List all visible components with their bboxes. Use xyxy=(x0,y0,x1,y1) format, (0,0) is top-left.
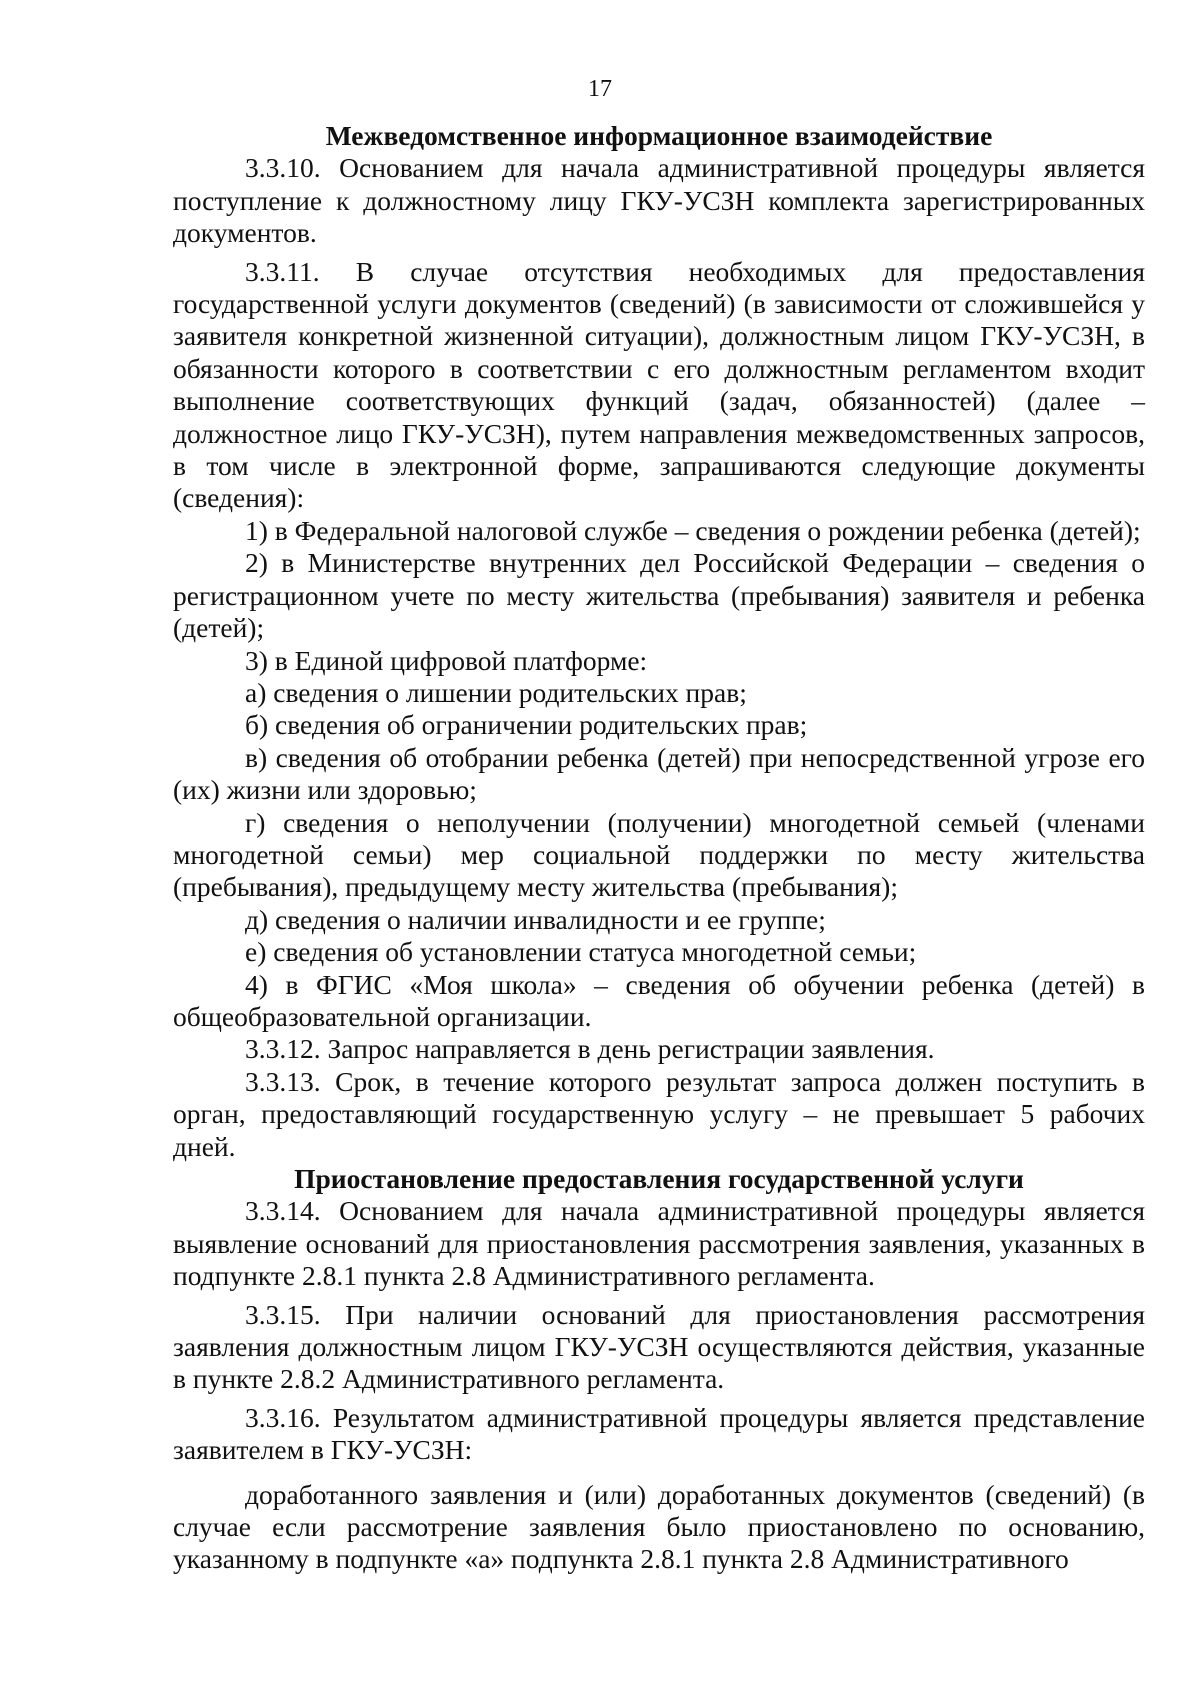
list-item-3e: е) сведения об установлении статуса многодетной семьи; xyxy=(245,936,917,968)
list-item-3d: д) сведения о наличии инвалидности и ее группе; xyxy=(245,903,826,935)
section-heading-interagency: Межведомственное информационное взаимодействие xyxy=(325,120,993,151)
list-item-3b: б) сведения об ограничении родительских прав; xyxy=(245,709,808,741)
list-item-1: 1) в Федеральной налоговой службе – сведения о рождении ребенка (детей); xyxy=(245,514,1141,546)
list-item-3a: а) сведения о лишении родительских прав; xyxy=(245,676,747,708)
paragraph-3-3-12: 3.3.12. Запрос направляется в день регистрации заявления. xyxy=(245,1033,935,1065)
list-item-2: 2) в Министерстве внутренних дел Российской Федерации – сведения о регистрационном учете по месту жительства (пребывания) заявителя и ребенка (детей); xyxy=(173,547,1145,644)
list-item-3g: г) сведения о неполучении (получении) многодетной семьей (членами многодетной семьи) мер социальной поддержки по месту жительства (пребывания), предыдущему месту жительства (пребывания); xyxy=(173,806,1145,903)
paragraph-3-3-13: 3.3.13. Срок, в течение которого результат запроса должен поступить в орган, предоставляющий государственную услугу – не превышает 5 рабочих дней. xyxy=(173,1065,1145,1162)
paragraph-3-3-15: 3.3.15. При наличии оснований для приостановления рассмотрения заявления должностным лицом ГКУ-УСЗН осуществляются действия, указанные в пункте 2.8.2 Административного регламента. xyxy=(173,1298,1145,1395)
paragraph-continuation: доработанного заявления и (или) доработанных документов (сведений) (в случае если рассмотрение заявления было приостановлено по основанию, указанному в подпункте «а» подпункта 2.8.1 пункта 2.8 Административного xyxy=(173,1478,1145,1575)
document-body xyxy=(173,120,1145,1576)
paragraph-3-3-16: 3.3.16. Результатом административной процедуры является представление заявителем в ГКУ-УСЗН: xyxy=(173,1401,1145,1466)
paragraph-3-3-11: 3.3.11. В случае отсутствия необходимых для предоставления государственной услуги документов (сведений) (в зависимости от сложившейся у заявителя конкретной жизненной ситуации), должностным лицом ГКУ-УСЗН, в обязанности которого в соответствии с его должностным регламентом входит выполнение соответствующих функций (задач, обязанностей) (далее – должностное лицо ГКУ-УСЗН), путем направления межведомственных запросов, в том числе в электронной форме, запрашиваются следующие документы (сведения): xyxy=(173,255,1145,514)
paragraph-3-3-10: 3.3.10. Основанием для начала административной процедуры является поступление к должностному лицу ГКУ-УСЗН комплекта зарегистрированных документов. xyxy=(173,152,1145,249)
list-item-4: 4) в ФГИС «Моя школа» – сведения об обучении ребенка (детей) в общеобразовательной организации. xyxy=(173,968,1145,1032)
list-item-3: 3) в Единой цифровой платформе: xyxy=(245,644,648,676)
section-heading-suspension: Приостановление предоставления государственной услуги xyxy=(294,1163,1024,1194)
page-number: 17 xyxy=(588,76,612,102)
list-item-3v: в) сведения об отобрании ребенка (детей) при непосредственной угрозе его (их) жизни или здоровью; xyxy=(173,741,1145,806)
paragraph-3-3-14: 3.3.14. Основанием для начала административной процедуры является выявление оснований для приостановления рассмотрения заявления, указанных в подпункте 2.8.1 пункта 2.8 Административного регламента. xyxy=(173,1195,1145,1292)
